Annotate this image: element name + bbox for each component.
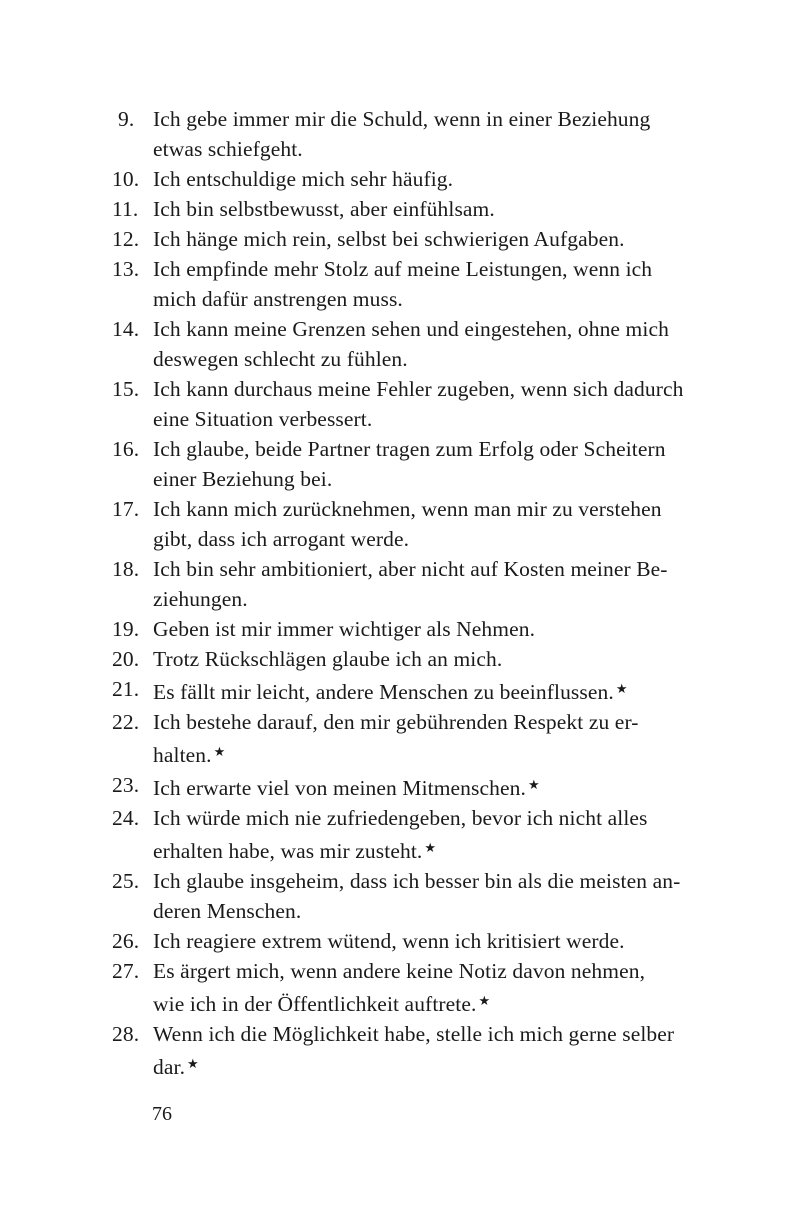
item-text-line xyxy=(153,866,712,896)
list-item xyxy=(112,494,712,554)
list-item xyxy=(112,104,712,164)
item-text-content: Es fällt mir leicht, andere Menschen zu beeinflussen. xyxy=(153,680,614,704)
item-text-content: Ich empfinde mehr Stolz auf meine Leistungen, wenn ich xyxy=(153,257,653,281)
item-number: 9. xyxy=(118,107,135,131)
item-text-line xyxy=(153,896,712,926)
item-number: 19. xyxy=(112,617,140,641)
item-text-line xyxy=(153,644,712,674)
list-item xyxy=(112,866,712,926)
list-item xyxy=(112,194,712,224)
list-item xyxy=(112,770,712,803)
item-text-content: etwas schiefgeht. xyxy=(153,137,303,161)
item-text xyxy=(153,674,712,707)
list-item xyxy=(112,254,712,314)
item-text-line xyxy=(153,584,712,614)
item-text-content: gibt, dass ich arrogant werde. xyxy=(153,527,410,551)
item-text-content: wie ich in der Öffentlichkeit auftrete. xyxy=(153,992,477,1016)
item-text-line xyxy=(153,464,712,494)
item-text-line xyxy=(153,104,712,134)
item-text-line xyxy=(153,404,712,434)
item-text-content: Es ärgert mich, wenn andere keine Notiz davon nehmen, xyxy=(153,959,646,983)
item-text xyxy=(153,434,712,494)
item-text xyxy=(153,164,712,194)
list-item xyxy=(112,224,712,254)
list-item xyxy=(112,674,712,707)
item-number: 16. xyxy=(112,437,140,461)
item-text-line xyxy=(153,1019,712,1049)
item-text xyxy=(153,956,712,1019)
item-text-content: dar. xyxy=(153,1055,186,1079)
item-text-line xyxy=(153,224,712,254)
item-text-line xyxy=(153,1049,712,1082)
item-text xyxy=(153,803,712,866)
questionnaire-list xyxy=(112,104,712,1082)
page-number: 76 xyxy=(152,1103,172,1125)
star-icon: ★ xyxy=(478,993,491,1008)
item-text-line xyxy=(153,374,712,404)
item-number: 24. xyxy=(112,806,140,830)
item-text-line xyxy=(153,770,712,803)
item-text-content: Ich glaube insgeheim, dass ich besser bin als die meisten an- xyxy=(153,869,681,893)
item-number: 10. xyxy=(112,167,140,191)
item-text xyxy=(153,194,712,224)
item-text-content: einer Beziehung bei. xyxy=(153,467,333,491)
item-text-line xyxy=(153,614,712,644)
item-number: 17. xyxy=(112,497,140,521)
item-text-line xyxy=(153,554,712,584)
item-text-line xyxy=(153,737,712,770)
star-icon: ★ xyxy=(615,681,628,696)
item-text-content: Ich kann meine Grenzen sehen und eingestehen, ohne mich xyxy=(153,317,669,341)
item-text xyxy=(153,1019,712,1082)
item-text-content: Ich glaube, beide Partner tragen zum Erfolg oder Scheitern xyxy=(153,437,666,461)
list-item xyxy=(112,314,712,374)
item-text-line xyxy=(153,803,712,833)
item-number: 23. xyxy=(112,773,140,797)
item-text-content: deren Menschen. xyxy=(153,899,302,923)
item-number: 15. xyxy=(112,377,140,401)
item-text xyxy=(153,494,712,554)
item-text-line xyxy=(153,956,712,986)
list-item xyxy=(112,926,712,956)
item-text xyxy=(153,770,712,803)
item-number: 26. xyxy=(112,929,140,953)
item-text xyxy=(153,314,712,374)
item-number: 11. xyxy=(112,197,139,221)
list-item xyxy=(112,644,712,674)
item-text-line xyxy=(153,707,712,737)
item-text-content: mich dafür anstrengen muss. xyxy=(153,287,403,311)
item-text-content: ziehungen. xyxy=(153,587,248,611)
item-text-content: Wenn ich die Möglichkeit habe, stelle ich mich gerne selber xyxy=(153,1022,675,1046)
item-text-content: Geben ist mir immer wichtiger als Nehmen. xyxy=(153,617,536,641)
list-item xyxy=(112,614,712,644)
item-text-content: Trotz Rückschlägen glaube ich an mich. xyxy=(153,647,503,671)
list-item xyxy=(112,164,712,194)
list-item xyxy=(112,1019,712,1082)
item-text xyxy=(153,104,712,164)
item-text-line xyxy=(153,134,712,164)
item-number: 28. xyxy=(112,1022,140,1046)
star-icon: ★ xyxy=(213,744,226,759)
item-number: 21. xyxy=(112,677,140,701)
item-text xyxy=(153,644,712,674)
item-text-line xyxy=(153,926,712,956)
item-text-line xyxy=(153,674,712,707)
item-text xyxy=(153,224,712,254)
item-text-content: deswegen schlecht zu fühlen. xyxy=(153,347,408,371)
list-item xyxy=(112,374,712,434)
item-text xyxy=(153,374,712,434)
item-number: 25. xyxy=(112,869,140,893)
star-icon: ★ xyxy=(187,1056,199,1071)
item-text-content: halten. xyxy=(153,743,212,767)
item-text-content: Ich kann durchaus meine Fehler zugeben, wenn sich dadurch xyxy=(153,377,684,401)
item-text-line xyxy=(153,284,712,314)
item-text xyxy=(153,707,712,770)
item-text-line xyxy=(153,524,712,554)
item-text-line xyxy=(153,434,712,464)
item-text-line xyxy=(153,986,712,1019)
item-text-content: Ich entschuldige mich sehr häufig. xyxy=(153,167,454,191)
item-text-content: Ich hänge mich rein, selbst bei schwierigen Aufgaben. xyxy=(153,227,625,251)
item-text xyxy=(153,866,712,926)
item-text-content: Ich würde mich nie zufriedengeben, bevor ich nicht alles xyxy=(153,806,648,830)
item-text-line xyxy=(153,344,712,374)
list-item xyxy=(112,434,712,494)
item-text-content: Ich bin sehr ambitioniert, aber nicht auf Kosten meiner Be- xyxy=(153,557,668,581)
item-text-line xyxy=(153,164,712,194)
item-text-line xyxy=(153,194,712,224)
item-text xyxy=(153,614,712,644)
item-number: 22. xyxy=(112,710,140,734)
item-text-line xyxy=(153,314,712,344)
item-text-content: eine Situation verbessert. xyxy=(153,407,373,431)
list-item xyxy=(112,803,712,866)
item-number: 14. xyxy=(112,317,140,341)
item-text-content: Ich erwarte viel von meinen Mitmenschen. xyxy=(153,776,526,800)
item-text-line xyxy=(153,254,712,284)
item-text-content: erhalten habe, was mir zusteht. xyxy=(153,839,423,863)
star-icon: ★ xyxy=(424,840,437,855)
item-text xyxy=(153,254,712,314)
item-text-line xyxy=(153,833,712,866)
item-text xyxy=(153,926,712,956)
list-item xyxy=(112,707,712,770)
item-number: 27. xyxy=(112,959,140,983)
item-number: 13. xyxy=(112,257,140,281)
star-icon: ★ xyxy=(527,777,540,792)
item-text xyxy=(153,554,712,614)
item-text-line xyxy=(153,494,712,524)
list-item xyxy=(112,554,712,614)
item-text-content: Ich bin selbstbewusst, aber einfühlsam. xyxy=(153,197,495,221)
item-text-content: Ich kann mich zurücknehmen, wenn man mir zu verstehen xyxy=(153,497,662,521)
list-item xyxy=(112,956,712,1019)
item-text-content: Ich reagiere extrem wütend, wenn ich kritisiert werde. xyxy=(153,929,625,953)
item-number: 18. xyxy=(112,557,140,581)
item-text-content: Ich gebe immer mir die Schuld, wenn in einer Beziehung xyxy=(153,107,651,131)
item-number: 12. xyxy=(112,227,140,251)
item-number: 20. xyxy=(112,647,140,671)
item-text-content: Ich bestehe darauf, den mir gebührenden Respekt zu er- xyxy=(153,710,639,734)
